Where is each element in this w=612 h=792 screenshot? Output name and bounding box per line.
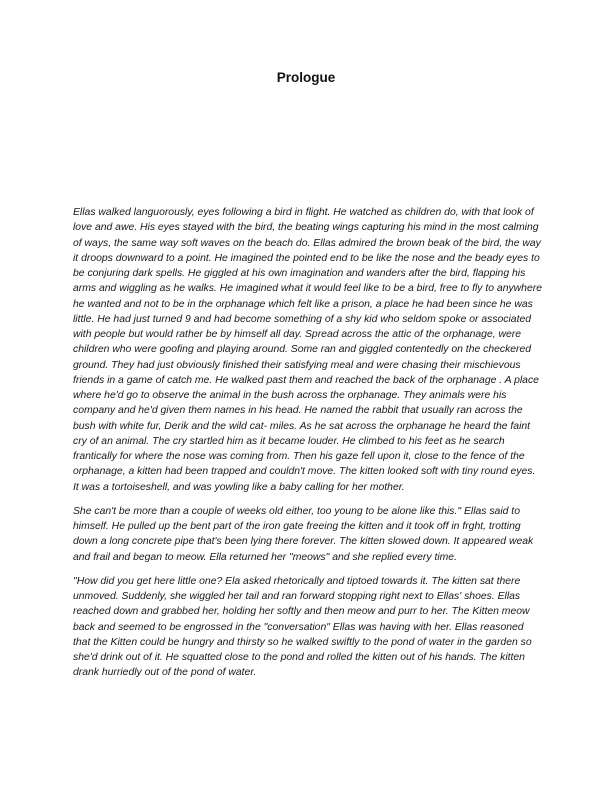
paragraph-1: Ellas walked languorously, eyes following a bird in flight. He watched as children do, with that look of love and awe. His eyes stayed with the bird, the beating wings capturing his mind in the most calming of ways, the same way soft waves on the beach do. Ellas admired the brown beak of the bird, the way it droops downward to a point. He imagined the pointed end to be like the nose and the beady eyes to be conjuring dark spells. He giggled at his own imagination and wanders after the bird, flapping his arms and wiggling as he walks. He imagined what it would feel like to be a bird, free to fly to anywhere he wanted and not to be in the orphanage which felt like a prison, a place he had been since he was little. He had just turned 9 and had become something of a shy kid who seldom spoke or associated with people but would rather be by himself all day. Spread across the attic of the orphanage, were children who were goofing and playing around. Some ran and giggled contentedly on the checkered ground. They had just obviously finished their satisfying meal and were chasing their mischievous friends in a game of catch me. He walked past them and reached the back of the orphanage . A place where he'd go to observe the animal in the bush across the orphanage. They animals were his company and he'd given them names in his head. He named the rabbit that usually ran across the bush with white fur, Derik and the wild cat- miles. As he sat across the orphanage he heard the faint cry of an animal. The cry startled him as it became louder. He climbed to his feet as he search frantically for where the nose was coming from. Then his gaze fell upon it, close to the fence of the orphanage, a kitten had been trapped and couldn't move. The kitten looked soft with tiny round eyes. It was a tortoiseshell, and was yowling like a baby calling for her mother. (73, 207, 542, 493)
paragraph-2: She can't be more than a couple of weeks old either, too young to be alone like this." Ellas said to himself. He pulled up the bent part of the iron gate freeing the kitten and it took off in frght, trotting down a long concrete pipe that's been lying there forever. The kitten slowed down. It appeared weak and frail and began to meow. Ella returned her "meows" and she replied every time. (73, 505, 534, 563)
body-text (73, 205, 543, 690)
page-title: Prologue (276, 70, 336, 85)
paragraph-3: "How did you get here little one? Ela asked rhetorically and tiptoed towards it. The kitten sat there unmoved. Suddenly, she wiggled her tail and ran forward stopping right next to Ellas' shoes. Ellas reached down and grabbed her, holding her softly and then meow and purr to her. The Kitten meow back and seemed to be engrossed in the "conversation" Ellas was having with her. Ellas reasoned that the Kitten could be hungry and thirsty so he walked swiftly to the pond of water in the garden so she'd drink out of it. He squatted close to the pond and rolled the kitten out of his hands. The kitten drank hurriedly out of the pond of water. (73, 575, 532, 679)
